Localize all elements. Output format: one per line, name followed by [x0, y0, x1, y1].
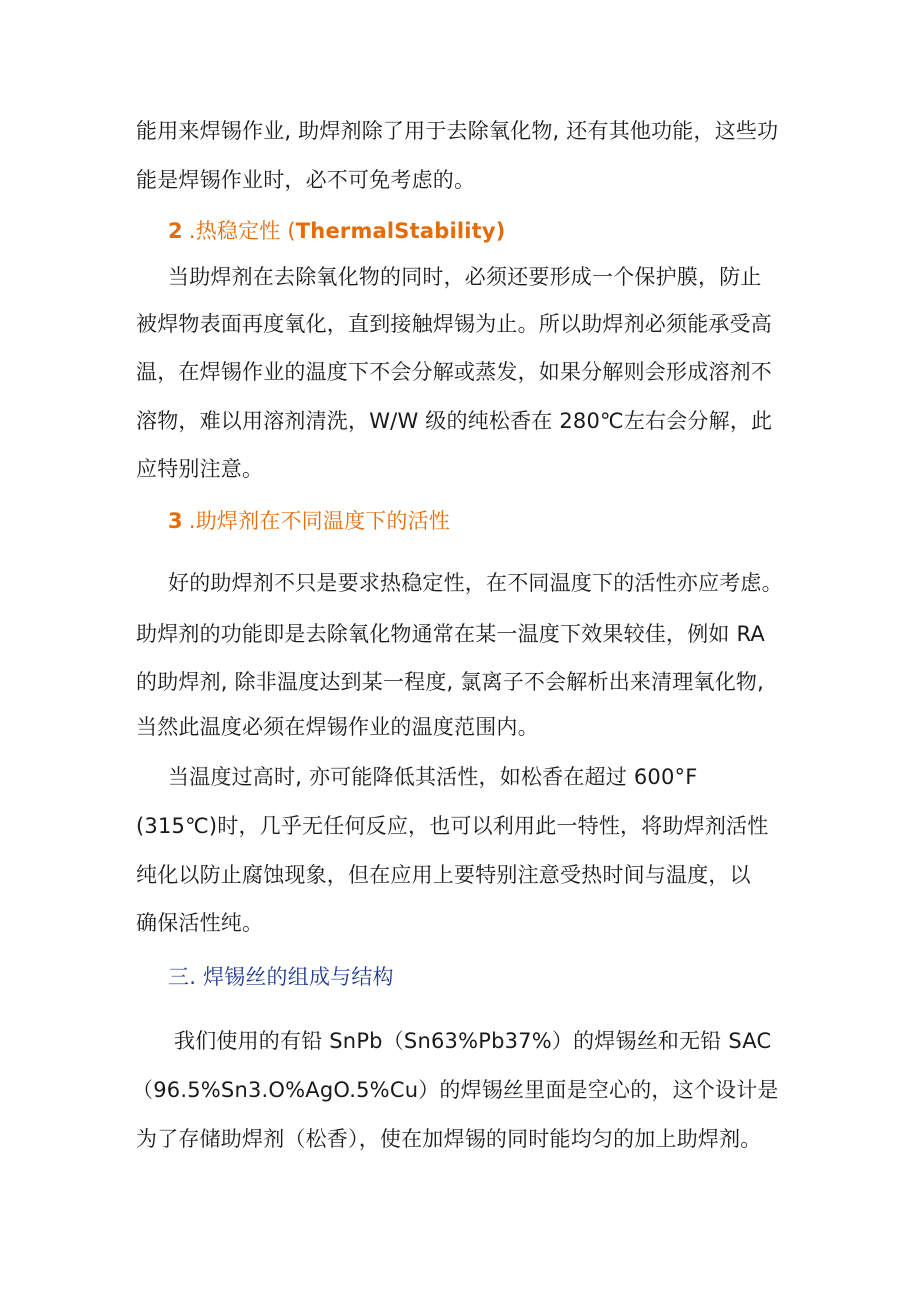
section-number: 3: [168, 509, 183, 533]
body-text-line: （96.5%Sn3.O%AgO.5%Cu）的焊锡丝里面是空心的，这个设计是: [132, 1078, 779, 1102]
body-text-line: (315℃)时，几乎无任何反应，也可以利用此一特性，将助焊剂活性: [136, 814, 769, 838]
section-title-en: ThermalStability): [295, 219, 506, 243]
body-text-line: 好的助焊剂不只是要求热稳定性，在不同温度下的活性亦应考虑。: [168, 571, 783, 595]
body-text-line: 的助焊剂, 除非温度达到某一程度, 氯离子不会解析出来清理氧化物,: [136, 670, 764, 694]
body-text-line: 当助焊剂在去除氧化物的同时，必须还要形成一个保护膜，防止: [168, 265, 762, 289]
section-heading-3: [168, 506, 450, 536]
body-text-line: 能用来焊锡作业, 助焊剂除了用于去除氧化物, 还有其他功能，这些功: [136, 119, 779, 143]
chapter-heading: 三. 焊锡丝的组成与结构: [168, 965, 394, 989]
body-text-line: 能是焊锡作业时，必不可免考虑的。: [136, 168, 476, 192]
body-text-line: 我们使用的有铅 SnPb（Sn63%Pb37%）的焊锡丝和无铅 SAC: [174, 1029, 772, 1053]
body-text-line: 确保活性纯。: [136, 911, 264, 935]
body-text-line: 助焊剂的功能即是去除氧化物通常在某一温度下效果较佳，例如 RA: [136, 622, 765, 646]
section-title-cn: .热稳定性 (: [188, 219, 296, 243]
body-text-line: 被焊物表面再度氧化，直到接触焊锡为止。所以助焊剂必须能承受高: [136, 312, 772, 336]
section-heading-2: [168, 216, 506, 246]
body-text-line: 应特别注意。: [136, 457, 264, 481]
body-text-line: 纯化以防止腐蚀现象，但在应用上要特别注意受热时间与温度，以: [136, 863, 751, 887]
body-text-line: 当然此温度必须在焊锡作业的温度范围内。: [136, 715, 539, 739]
body-text-line: 溶物，难以用溶剂清洗，W/W 级的纯松香在 280℃左右会分解，此: [136, 409, 773, 433]
body-text-line: 为了存储助焊剂（松香），使在加焊锡的同时能均匀的加上助焊剂。: [136, 1127, 762, 1151]
body-text-line: 当温度过高时, 亦可能降低其活性，如松香在超过 600°F: [168, 765, 698, 789]
section-number: 2: [168, 219, 183, 243]
body-text-line: 温，在焊锡作业的温度下不会分解或蒸发，如果分解则会形成溶剂不: [136, 360, 772, 384]
section-title: .助焊剂在不同温度下的活性: [188, 509, 451, 533]
